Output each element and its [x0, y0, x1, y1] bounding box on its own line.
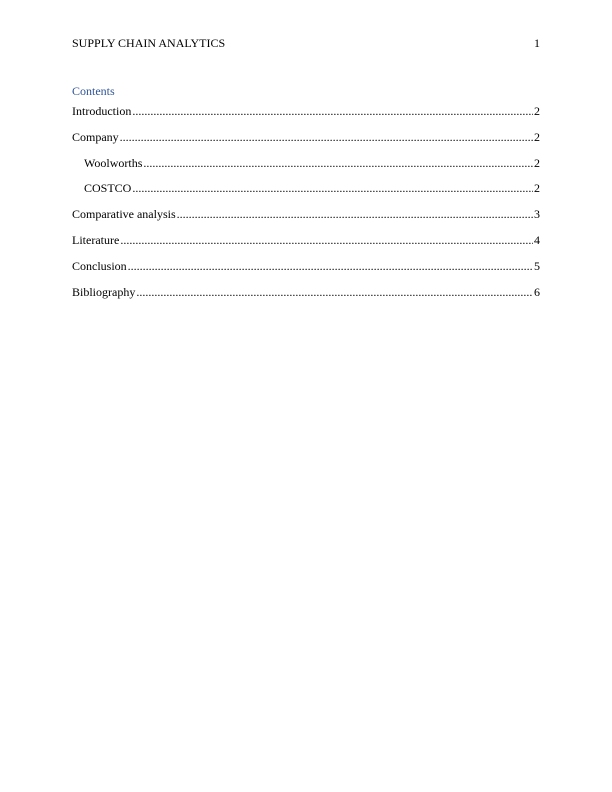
toc-entry-label: Woolworths [84, 155, 143, 170]
dot-leader [177, 207, 533, 221]
toc-entry-introduction[interactable] [72, 104, 540, 130]
toc-entry-page: 3 [534, 207, 540, 222]
page-number: 1 [534, 36, 540, 50]
dot-leader [143, 156, 533, 170]
toc-entry-label: Introduction [72, 104, 132, 118]
toc-entry-bibliography[interactable] [72, 285, 540, 311]
dot-leader [120, 233, 533, 247]
toc-entry-label: Company [72, 129, 119, 144]
toc-entry-page: 4 [534, 232, 540, 247]
toc-entry-woolworths[interactable] [72, 156, 540, 182]
toc-entry-costco[interactable] [72, 181, 540, 207]
table-of-contents [72, 104, 540, 310]
toc-entry-comparative-analysis[interactable] [72, 207, 540, 233]
toc-entry-label: Comparative analysis [72, 207, 176, 222]
toc-entry-literature[interactable] [72, 233, 540, 259]
dot-leader [132, 104, 533, 118]
toc-entry-label: COSTCO [84, 181, 132, 196]
running-head: SUPPLY CHAIN ANALYTICS [72, 36, 226, 50]
toc-entry-page: 2 [534, 155, 540, 170]
contents-heading: Contents [72, 84, 115, 98]
dot-leader [132, 181, 533, 195]
dot-leader [120, 130, 533, 144]
toc-entry-page: 2 [534, 104, 540, 118]
dot-leader [136, 285, 533, 299]
toc-entry-company[interactable] [72, 130, 540, 156]
toc-entry-page: 2 [534, 129, 540, 144]
toc-entry-conclusion[interactable] [72, 259, 540, 285]
toc-entry-label: Literature [72, 232, 120, 247]
page-header [72, 36, 540, 50]
dot-leader [128, 259, 533, 273]
toc-entry-label: Conclusion [72, 258, 127, 273]
toc-entry-label: Bibliography [72, 284, 136, 299]
toc-entry-page: 2 [534, 181, 540, 196]
toc-entry-page: 5 [534, 258, 540, 273]
toc-entry-page: 6 [534, 284, 540, 299]
